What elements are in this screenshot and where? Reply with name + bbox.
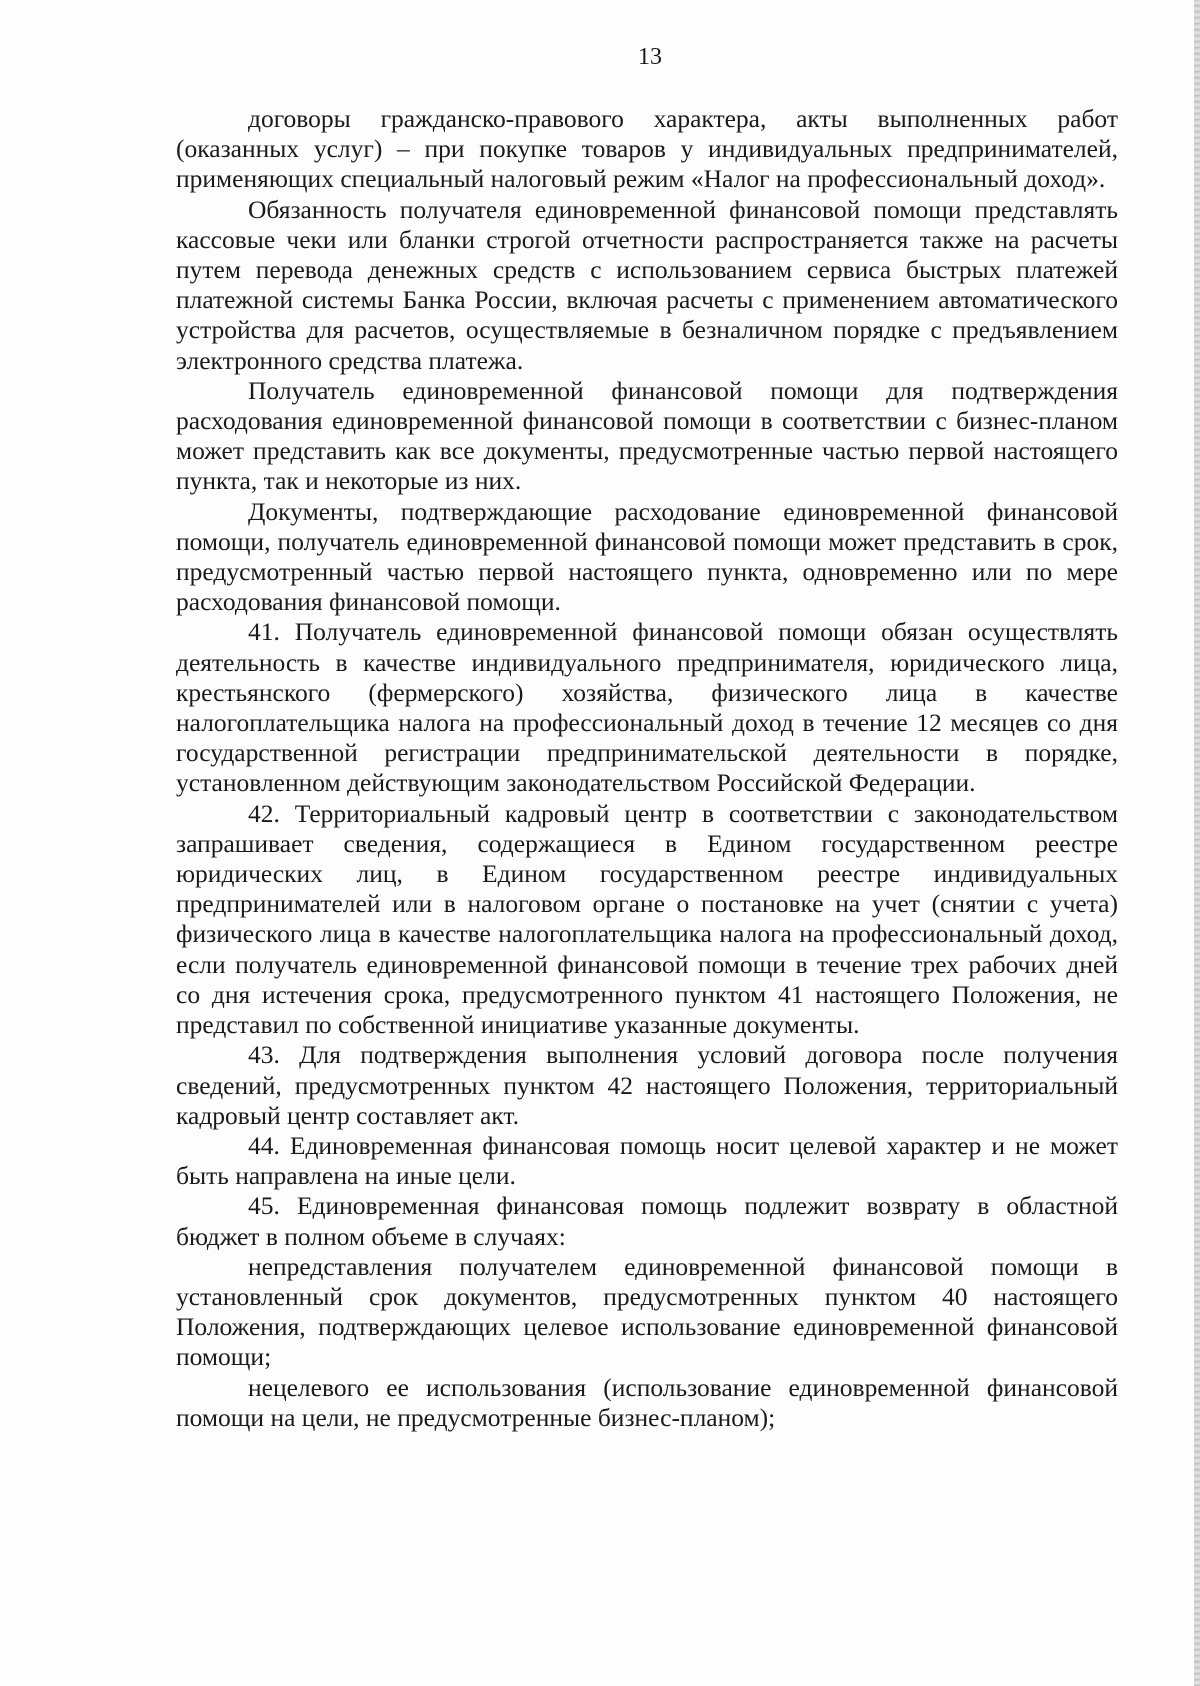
- paragraph-clause-45-case-2: нецелевого ее использования (использование единовременной финансовой помощи на цели, не предусмотренные бизнес-планом);: [176, 1372, 1118, 1432]
- paragraph-clause-45: 45. Единовременная финансовая помощь подлежит возврату в областной бюджет в полном объеме в случаях:: [176, 1191, 1118, 1251]
- paragraph-documents-choice: Получатель единовременной финансовой помощи для подтверждения расходования единовременной финансовой помощи в соответствии с бизнес-планом может представить как все документы, предусмотренные частью первой настоящего пункта, так и некоторые из них.: [176, 375, 1118, 496]
- page-number: 13: [638, 44, 662, 70]
- scan-edge: [1194, 0, 1200, 1686]
- paragraph-clause-44: 44. Единовременная финансовая помощь носит целевой характер и не может быть направлена на иные цели.: [176, 1130, 1118, 1191]
- paragraph-contracts: договоры гражданско-правового характера, акты выполненных работ (оказанных услуг) – при покупке товаров у индивидуальных предпринимателей, применяющих специальный налоговый режим «Налог на профессиональный доход».: [176, 104, 1118, 194]
- paragraph-clause-45-case-1: непредставления получателем единовременной финансовой помощи в установленный срок документов, предусмотренных пунктом 40 настоящего Положения, подтверждающих целевое использование единовременной финансовой помощи;: [176, 1251, 1118, 1372]
- paragraph-documents-timing: Документы, подтверждающие расходование единовременной финансовой помощи, получатель единовременной финансовой помощи может представить в срок, предусмотренный частью первой настоящего пункта, одновременно или по мере расходования финансовой помощи.: [176, 496, 1118, 617]
- paragraph-clause-41: 41. Получатель единовременной финансовой помощи обязан осуществлять деятельность в качестве индивидуального предпринимателя, юридического лица, крестьянского (фермерского) хозяйства, физического лица в качестве налогоплательщика налога на профессиональный доход в течение 12 месяцев со дня государственной регистрации предпринимательской деятельности в порядке, установленном действующим законодательством Российской Федерации.: [176, 617, 1118, 798]
- paragraph-clause-43: 43. Для подтверждения выполнения условий договора после получения сведений, предусмотренных пунктом 42 настоящего Положения, территориальный кадровый центр составляет акт.: [176, 1040, 1118, 1130]
- document-body: [176, 104, 1118, 1433]
- paragraph-receipt-obligation: Обязанность получателя единовременной финансовой помощи представлять кассовые чеки или бланки строгой отчетности распространяется также на расчеты путем перевода денежных средств с использованием сервиса быстрых платежей платежной системы Банка России, включая расчеты с применением автоматического устройства для расчетов, осуществляемые в безналичном порядке с предъявлением электронного средства платежа.: [176, 194, 1118, 375]
- paragraph-clause-42: 42. Территориальный кадровый центр в соответствии с законодательством запрашивает сведения, содержащиеся в Едином государственном реестре юридических лиц, в Едином государственном реестре индивидуальных предпринимателей или в налоговом органе о постановке на учет (снятии с учета) физического лица в качестве налогоплательщика налога на профессиональный доход, если получатель единовременной финансовой помощи в течение трех рабочих дней со дня истечения срока, предусмотренного пунктом 41 настоящего Положения, не представил по собственной инициативе указанные документы.: [176, 798, 1118, 1040]
